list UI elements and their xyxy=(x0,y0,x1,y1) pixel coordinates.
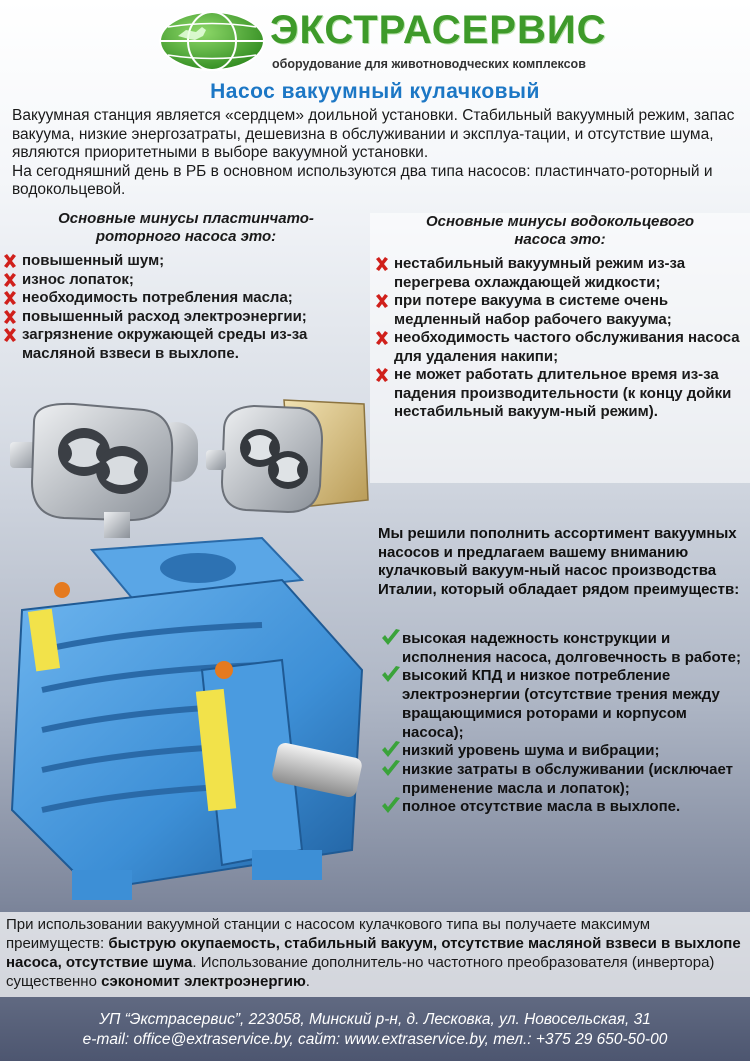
item-text: высокий КПД и низкое потребление электроэнергии (отсутствие трения между вращающимися роторами и корпусом насоса); xyxy=(402,667,720,741)
water-ring-minuses xyxy=(370,213,750,483)
brand-tagline: оборудование для животноводческих комплексов xyxy=(272,57,586,71)
list-item xyxy=(0,308,372,327)
check-icon xyxy=(380,628,402,648)
heading-line: насоса это: xyxy=(514,231,606,248)
list-item xyxy=(0,252,372,271)
summary-part: При использовании вакуумной станции с насосом кулачкового типа вы получаете максимум преимуществ: xyxy=(6,916,651,952)
intro-paragraph-1: Вакуумная станция является «сердцем» доильной установки. Стабильный вакуумный режим, запас вакуума, низкие энергозатраты, дешевизна в обслуживании и эксплуа-тации, и отсутствие шума, являются приоритетными в выборе вакуумной установки. xyxy=(12,107,735,161)
cross-icon xyxy=(374,330,390,346)
check-icon xyxy=(380,740,402,760)
blue-lobe-vacuum-pump-photo xyxy=(2,520,380,910)
item-text: необходимость потребления масла; xyxy=(22,289,293,306)
water-ring-heading xyxy=(370,213,750,249)
water-ring-list xyxy=(372,255,750,422)
cross-icon xyxy=(2,272,18,288)
item-text: низкие затраты в обслуживании (исключает применение масла и лопаток); xyxy=(402,760,734,797)
item-text: низкий уровень шума и вибрации; xyxy=(402,742,660,760)
open-lobe-pump-gold-photo xyxy=(204,390,372,530)
item-text: износ лопаток; xyxy=(22,270,134,288)
item-text: нестабильный вакуумный режим из-за перегрева охлаждающей жидкости; xyxy=(394,255,686,291)
heading-line: роторного насоса это: xyxy=(95,228,277,245)
item-text: необходимость частого обслуживания насоса для удаления накипи; xyxy=(394,329,740,365)
item-text: загрязнение окружающей среды из-за масляной взвеси в выхлопе. xyxy=(22,326,308,362)
cross-icon xyxy=(374,367,390,383)
heading-line: Основные минусы водокольцевого xyxy=(425,213,695,230)
list-item xyxy=(0,326,372,363)
footer-contact-line: e-mail: office@extraservice.by, сайт: www.extraservice.by, тел.: +375 29 650-50-00 xyxy=(82,1031,668,1048)
globe-logo-icon xyxy=(158,10,266,72)
page-title: Насос вакуумный кулачковый xyxy=(210,80,540,103)
list-item xyxy=(380,742,748,761)
cross-icon xyxy=(2,309,18,325)
summary-highlight: сэкономит электроэнергию xyxy=(101,973,306,990)
item-text: повышенный расход электроэнергии; xyxy=(22,307,307,325)
rotary-vane-minuses xyxy=(0,210,372,382)
advantages-intro: Мы решили пополнить ассортимент вакуумных насосов и предлагаем вашему вниманию кулачковый вакуум-ный насос производства Италии, который обладает рядом преимуществ: xyxy=(378,525,740,598)
list-item xyxy=(380,798,748,817)
summary-box xyxy=(0,912,750,997)
item-text: полное отсутствие масла в выхлопе. xyxy=(402,798,681,816)
summary-part: . xyxy=(305,973,310,990)
list-item xyxy=(380,630,748,667)
rotary-vane-heading xyxy=(0,210,372,246)
brand-name: ЭКСТРАСЕРВИС xyxy=(270,8,607,52)
rotary-vane-list xyxy=(0,252,372,363)
item-text: не может работать длительное время из-за падения производительности (к концу дойки нестабильный вакуум-ный режим). xyxy=(394,366,732,420)
list-item xyxy=(380,761,748,798)
summary-part: . Использование дополнитель-но частотного преобразователя (инвертора) существенно xyxy=(6,954,715,990)
check-icon xyxy=(380,665,402,685)
heading-line: Основные минусы пластинчато- xyxy=(58,210,314,227)
item-text: повышенный шум; xyxy=(22,252,165,269)
footer-address: УП “Экстрасервис”, 223058, Минский р-н, д. Лесковка, ул. Новосельская, 31 xyxy=(99,1011,651,1028)
intro-paragraph-2: На сегодняшний день в РБ в основном используются два типа насосов: пластинчато-роторный и водокольцевой. xyxy=(12,162,713,198)
header xyxy=(0,0,750,110)
list-item xyxy=(372,366,750,422)
advantages-list xyxy=(380,630,748,817)
check-icon xyxy=(380,796,402,816)
summary-text xyxy=(0,912,750,991)
item-text: при потере вакуума в системе очень медленный набор рабочего вакуума; xyxy=(394,292,672,328)
cross-icon xyxy=(374,256,390,272)
check-icon xyxy=(380,759,402,779)
summary-highlight: быструю окупаемость, стабильный вакуум, отсутствие масляной взвеси в выхлопе насоса, отсутствие шума xyxy=(6,935,741,971)
cross-icon xyxy=(374,293,390,309)
list-item xyxy=(372,329,750,366)
list-item xyxy=(0,271,372,290)
intro-text xyxy=(12,107,742,200)
footer-contacts xyxy=(0,1010,750,1050)
cross-icon xyxy=(2,327,18,343)
list-item xyxy=(380,667,748,742)
list-item xyxy=(372,255,750,292)
cross-icon xyxy=(2,253,18,269)
item-text: высокая надежность конструкции и исполнения насоса, долговечность в работе; xyxy=(402,630,741,666)
list-item xyxy=(0,289,372,308)
cross-icon xyxy=(2,290,18,306)
list-item xyxy=(372,292,750,329)
